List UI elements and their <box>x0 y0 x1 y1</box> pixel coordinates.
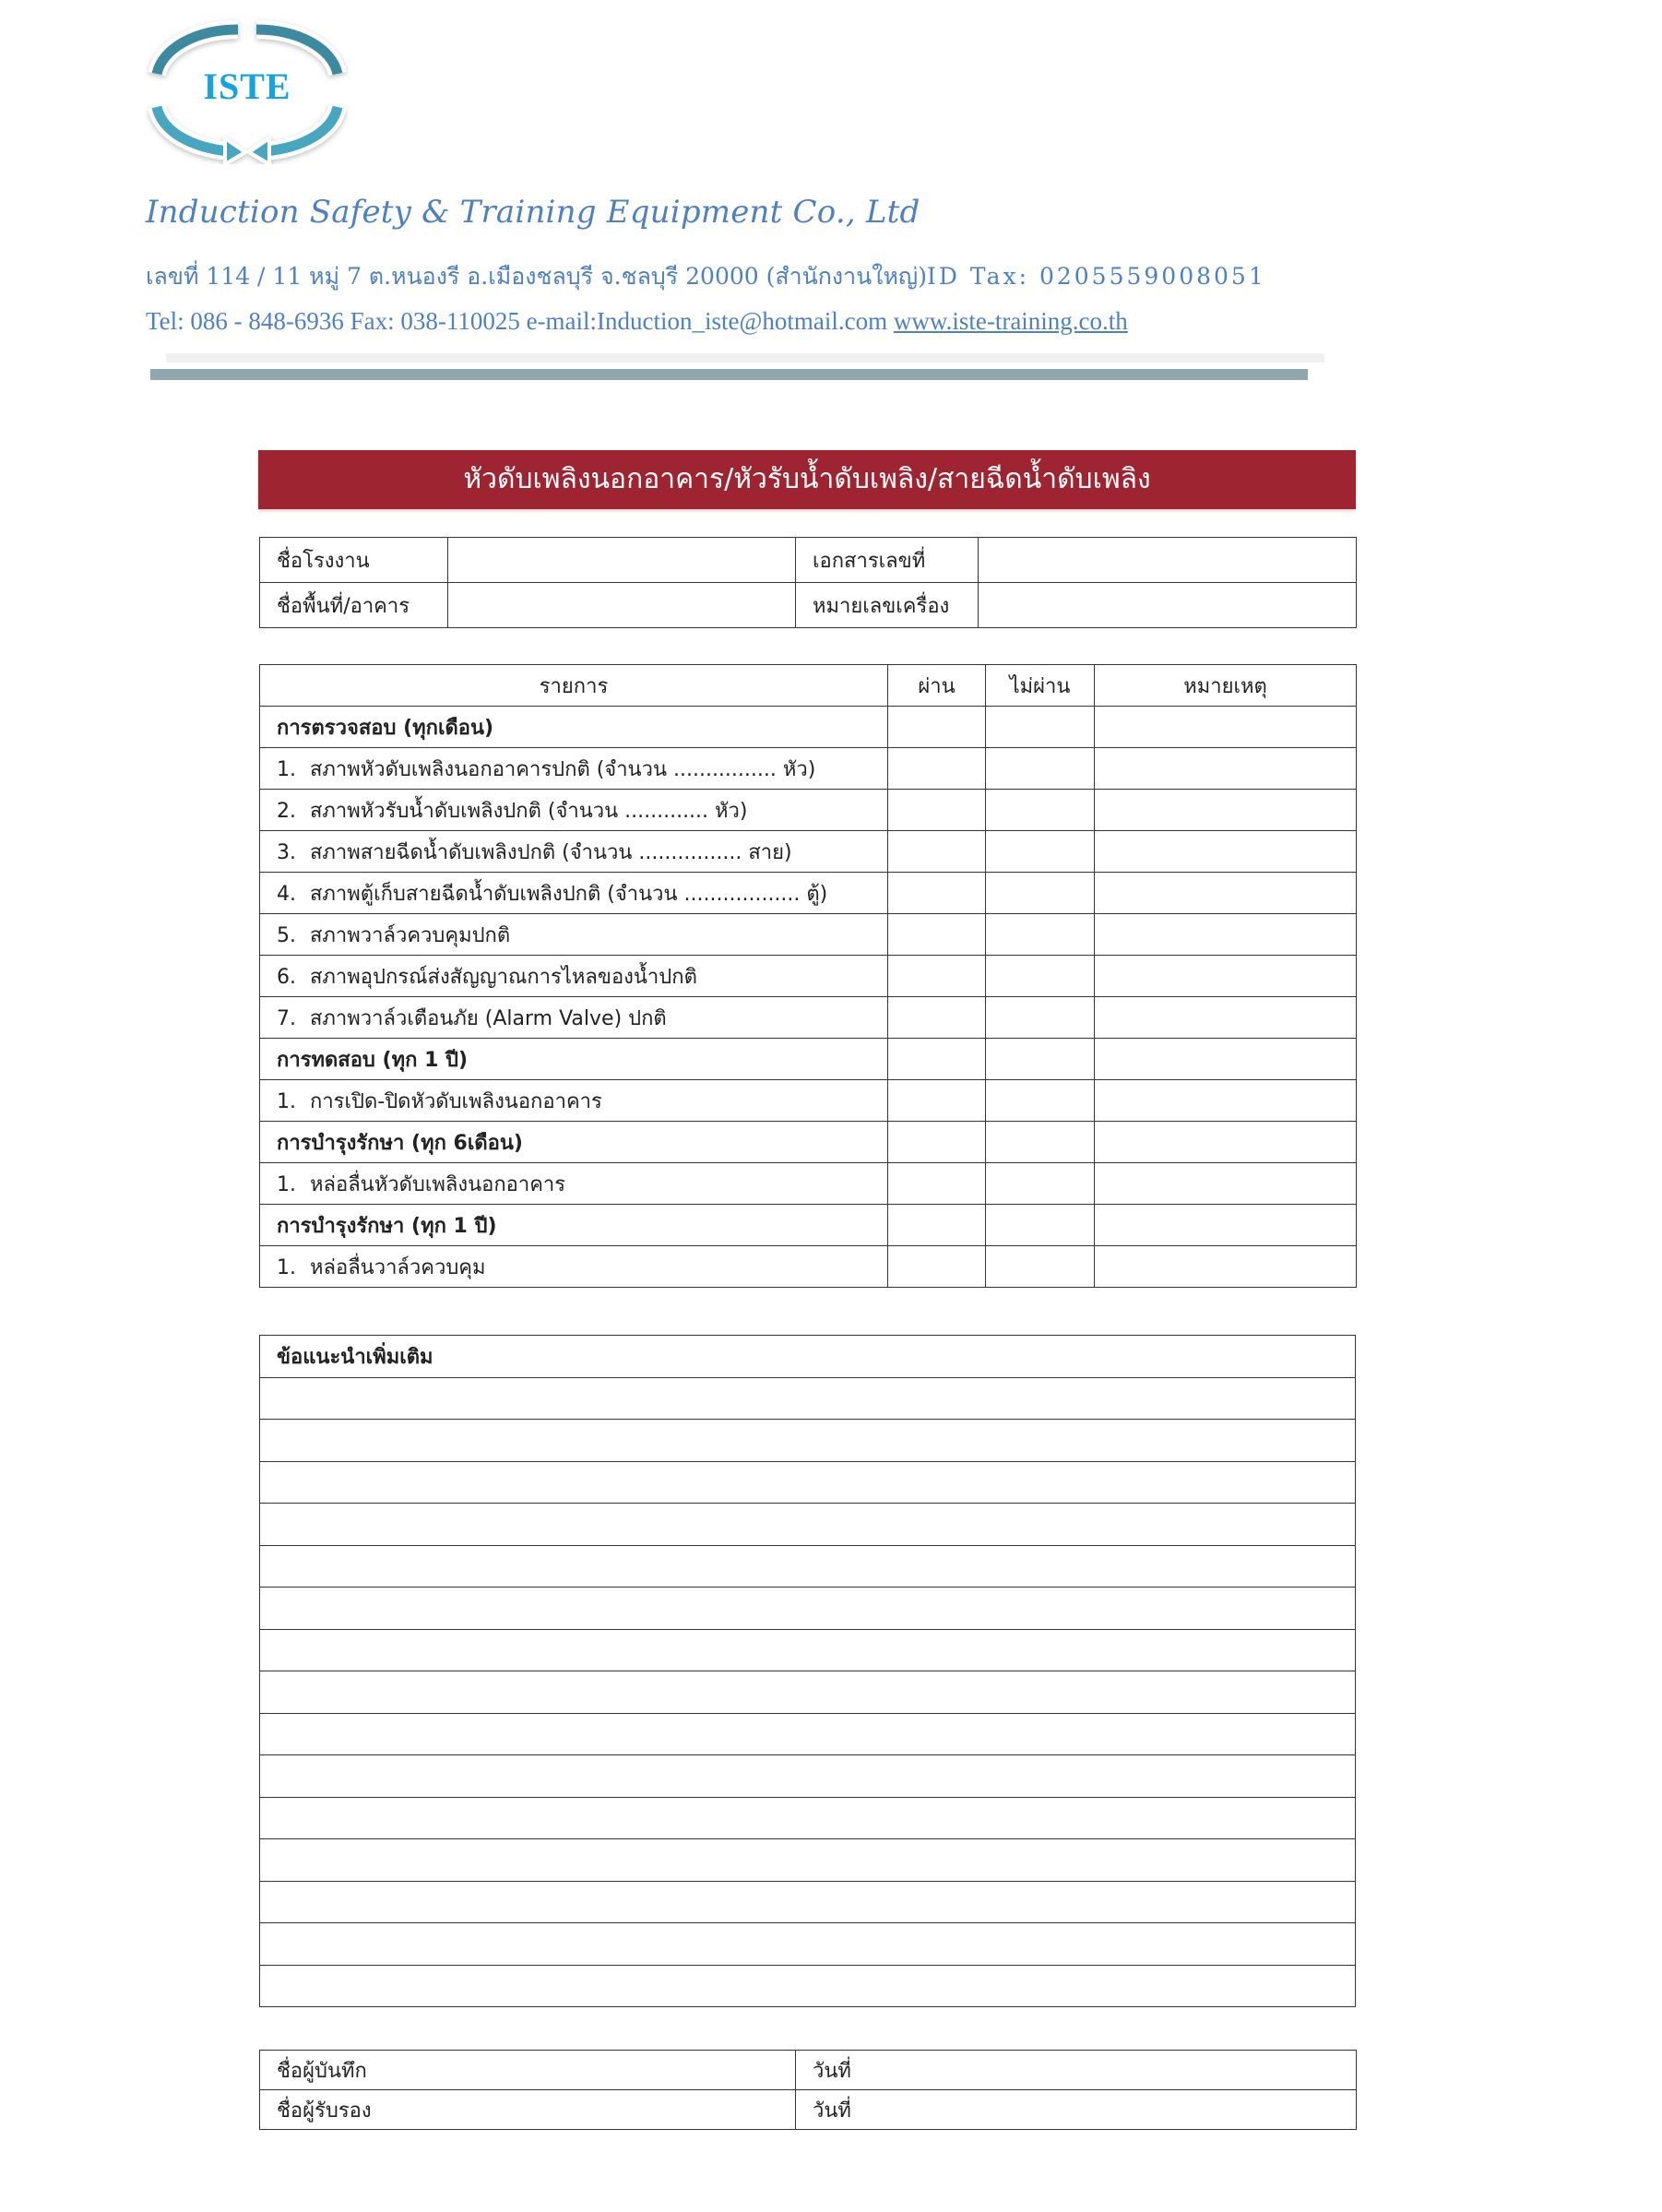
col-fail: ไม่ผ่าน <box>986 665 1095 707</box>
col-pass: ผ่าน <box>888 665 986 707</box>
remarks-cell[interactable] <box>1095 707 1357 748</box>
checklist-section-row <box>260 707 1357 748</box>
fail-cell[interactable] <box>986 831 1095 873</box>
signature-row <box>260 2090 1357 2130</box>
signature-table <box>259 2050 1357 2130</box>
logo-text: ISTE <box>203 65 291 107</box>
pass-cell[interactable] <box>888 707 986 748</box>
item-number: 2. <box>277 799 296 823</box>
recorder-label: ชื่อผู้บันทึก <box>277 2059 367 2083</box>
remarks-cell[interactable] <box>1095 790 1357 831</box>
item-text: หล่อลื่นวาล์วควบคุม <box>310 1255 486 1279</box>
fail-cell[interactable] <box>986 748 1095 790</box>
form-title: หัวดับเพลิงนอกอาคาร/หัวรับน้ำดับเพลิง/สายฉีดน้ำดับเพลิง <box>258 450 1356 509</box>
checklist-item-row <box>260 997 1357 1039</box>
remarks-cell[interactable] <box>1095 1163 1357 1205</box>
checklist-item-row <box>260 748 1357 790</box>
fail-cell[interactable] <box>986 1246 1095 1288</box>
checklist-item <box>260 1163 888 1205</box>
recorder-date-field[interactable] <box>796 2051 1357 2090</box>
comment-line <box>260 1671 1356 1714</box>
pass-cell[interactable] <box>888 873 986 914</box>
checklist-item <box>260 873 888 914</box>
checklist-item <box>260 997 888 1039</box>
machine-no-label: หมายเลขเครื่อง <box>796 583 979 628</box>
comment-line <box>260 1755 1356 1798</box>
fail-cell[interactable] <box>986 914 1095 956</box>
approver-date-label: วันที่ <box>813 2099 851 2123</box>
pass-cell[interactable] <box>888 831 986 873</box>
comment-line <box>260 1629 1356 1671</box>
col-remarks: หมายเหตุ <box>1095 665 1357 707</box>
comments-label: ข้อแนะนำเพิ่มเติม <box>260 1336 1356 1378</box>
pass-cell[interactable] <box>888 914 986 956</box>
checklist-item <box>260 1080 888 1122</box>
remarks-cell[interactable] <box>1095 997 1357 1039</box>
pass-cell[interactable] <box>888 1205 986 1246</box>
item-number: 1. <box>277 1255 296 1279</box>
fail-cell[interactable] <box>986 707 1095 748</box>
comment-line-field[interactable] <box>260 1545 1356 1588</box>
info-row <box>260 538 1357 583</box>
machine-no-field[interactable] <box>979 583 1357 628</box>
area-field[interactable] <box>448 583 796 628</box>
checklist-item <box>260 831 888 873</box>
fail-cell[interactable] <box>986 1163 1095 1205</box>
comment-line <box>260 1923 1356 1966</box>
comment-line <box>260 1420 1356 1462</box>
checklist-item <box>260 748 888 790</box>
recorder-date-label: วันที่ <box>813 2059 851 2083</box>
company-name: Induction Safety & Training Equipment Co., Ltd <box>146 194 920 231</box>
header-divider <box>150 369 1308 380</box>
comment-line-field[interactable] <box>260 1839 1356 1882</box>
area-label: ชื่อพื้นที่/อาคาร <box>260 583 448 628</box>
item-text: การเปิด-ปิดหัวดับเพลิงนอกอาคาร <box>310 1089 602 1113</box>
approver-label: ชื่อผู้รับรอง <box>277 2099 372 2123</box>
pass-cell[interactable] <box>888 1246 986 1288</box>
item-text: สภาพสายฉีดน้ำดับเพลิงปกติ (จำนวน ................ สาย) <box>310 840 792 864</box>
checklist-item-row <box>260 956 1357 997</box>
checklist-table <box>259 664 1357 1288</box>
item-text: สภาพหัวดับเพลิงนอกอาคารปกติ (จำนวน ................ หัว) <box>310 757 816 781</box>
fail-cell[interactable] <box>986 997 1095 1039</box>
checklist-item-row <box>260 873 1357 914</box>
item-number: 4. <box>277 882 296 906</box>
approver-name-field[interactable] <box>260 2090 796 2130</box>
comment-line-field[interactable] <box>260 1504 1356 1546</box>
remarks-cell[interactable] <box>1095 1039 1357 1080</box>
remarks-cell[interactable] <box>1095 748 1357 790</box>
checklist-item-row <box>260 1080 1357 1122</box>
comment-line-field[interactable] <box>260 1965 1356 2007</box>
doc-no-label: เอกสารเลขที่ <box>796 538 979 583</box>
comment-line <box>260 1461 1356 1504</box>
checklist-section-row <box>260 1205 1357 1246</box>
fail-cell[interactable] <box>986 1205 1095 1246</box>
item-text: สภาพหัวรับน้ำดับเพลิงปกติ (จำนวน ............. หัว) <box>310 799 748 823</box>
pass-cell[interactable] <box>888 1080 986 1122</box>
checklist-section-row <box>260 1122 1357 1163</box>
checklist-item <box>260 914 888 956</box>
comment-line-field[interactable] <box>260 1671 1356 1714</box>
pass-cell[interactable] <box>888 1039 986 1080</box>
comments-table <box>259 1335 1356 2007</box>
checklist-item <box>260 790 888 831</box>
pass-cell[interactable] <box>888 997 986 1039</box>
checklist-item <box>260 1246 888 1288</box>
item-number: 1. <box>277 1172 296 1196</box>
contact-text: Tel: 086 - 848-6936 Fax: 038-110025 e-mail:Induction_iste@hotmail.com <box>146 307 888 335</box>
info-row <box>260 583 1357 628</box>
comment-line-field[interactable] <box>260 1923 1356 1966</box>
pass-cell[interactable] <box>888 1122 986 1163</box>
checklist-item-row <box>260 1246 1357 1288</box>
remarks-cell[interactable] <box>1095 1246 1357 1288</box>
company-contact <box>146 307 1128 336</box>
comment-line <box>260 1545 1356 1588</box>
item-number: 1. <box>277 1089 296 1113</box>
comment-line-field[interactable] <box>260 1881 1356 1923</box>
comment-line-field[interactable] <box>260 1377 1356 1420</box>
comment-line-field[interactable] <box>260 1588 1356 1630</box>
website-link[interactable]: www.iste-training.co.th <box>893 307 1128 335</box>
item-text: สภาพวาล์วควบคุมปกติ <box>310 923 511 947</box>
item-text: สภาพอุปกรณ์ส่งสัญญาณการไหลของน้ำปกติ <box>310 965 697 989</box>
factory-label: ชื่อโรงงาน <box>260 538 448 583</box>
approver-date-field[interactable] <box>796 2090 1357 2130</box>
item-text: สภาพวาล์วเตือนภัย (Alarm Valve) ปกติ <box>310 1006 667 1030</box>
address-text: เลขที่ 114 / 11 หมู่ 7 ต.หนองรี อ.เมืองชลบุรี จ.ชลบุรี 20000 (สำนักงานใหญ่) <box>146 263 927 290</box>
item-text: หล่อลื่นหัวดับเพลิงนอกอาคาร <box>310 1172 566 1196</box>
section-heading: การทดสอบ (ทุก 1 ปี) <box>260 1039 888 1080</box>
tax-id: ID Tax: 0205559008051 <box>926 263 1266 290</box>
remarks-cell[interactable] <box>1095 873 1357 914</box>
comment-line <box>260 1839 1356 1882</box>
comment-line-field[interactable] <box>260 1420 1356 1462</box>
checklist-item-row <box>260 831 1357 873</box>
info-table <box>259 537 1357 628</box>
section-heading: การบำรุงรักษา (ทุก 1 ปี) <box>260 1205 888 1246</box>
factory-field[interactable] <box>448 538 796 583</box>
remarks-cell[interactable] <box>1095 1205 1357 1246</box>
comment-line-field[interactable] <box>260 1797 1356 1839</box>
doc-no-field[interactable] <box>979 538 1357 583</box>
item-text: สภาพตู้เก็บสายฉีดน้ำดับเพลิงปกติ (จำนวน .................. ตู้) <box>310 882 828 906</box>
remarks-cell[interactable] <box>1095 1080 1357 1122</box>
item-number: 7. <box>277 1006 296 1030</box>
fail-cell[interactable] <box>986 1080 1095 1122</box>
pass-cell[interactable] <box>888 956 986 997</box>
fail-cell[interactable] <box>986 873 1095 914</box>
recorder-name-field[interactable] <box>260 2051 796 2090</box>
comment-line <box>260 1965 1356 2007</box>
fail-cell[interactable] <box>986 956 1095 997</box>
comment-line <box>260 1713 1356 1755</box>
remarks-cell[interactable] <box>1095 914 1357 956</box>
section-heading: การบำรุงรักษา (ทุก 6เดือน) <box>260 1122 888 1163</box>
remarks-cell[interactable] <box>1095 831 1357 873</box>
checklist-header-row <box>260 665 1357 707</box>
comment-line <box>260 1797 1356 1839</box>
fail-cell[interactable] <box>986 1122 1095 1163</box>
remarks-cell[interactable] <box>1095 956 1357 997</box>
col-item: รายการ <box>260 665 888 707</box>
comment-line-field[interactable] <box>260 1755 1356 1798</box>
remarks-cell[interactable] <box>1095 1122 1357 1163</box>
pass-cell[interactable] <box>888 748 986 790</box>
fail-cell[interactable] <box>986 1039 1095 1080</box>
comment-line-field[interactable] <box>260 1461 1356 1504</box>
comment-line <box>260 1377 1356 1420</box>
item-number: 5. <box>277 923 296 947</box>
checklist-item-row <box>260 790 1357 831</box>
item-number: 6. <box>277 965 296 989</box>
item-number: 3. <box>277 840 296 864</box>
checklist-item <box>260 956 888 997</box>
comments-header-row <box>260 1336 1356 1378</box>
section-heading: การตรวจสอบ (ทุกเดือน) <box>260 707 888 748</box>
fail-cell[interactable] <box>986 790 1095 831</box>
company-address <box>146 258 1266 295</box>
comment-line <box>260 1504 1356 1546</box>
company-logo <box>146 17 349 164</box>
header-divider-light <box>166 353 1324 363</box>
signature-row <box>260 2051 1357 2090</box>
checklist-body <box>260 707 1357 1288</box>
pass-cell[interactable] <box>888 790 986 831</box>
pass-cell[interactable] <box>888 1163 986 1205</box>
checklist-item-row <box>260 914 1357 956</box>
comment-line <box>260 1588 1356 1630</box>
comment-line <box>260 1881 1356 1923</box>
item-number: 1. <box>277 757 296 781</box>
comment-line-field[interactable] <box>260 1713 1356 1755</box>
comment-line-field[interactable] <box>260 1629 1356 1671</box>
checklist-section-row <box>260 1039 1357 1080</box>
checklist-item-row <box>260 1163 1357 1205</box>
